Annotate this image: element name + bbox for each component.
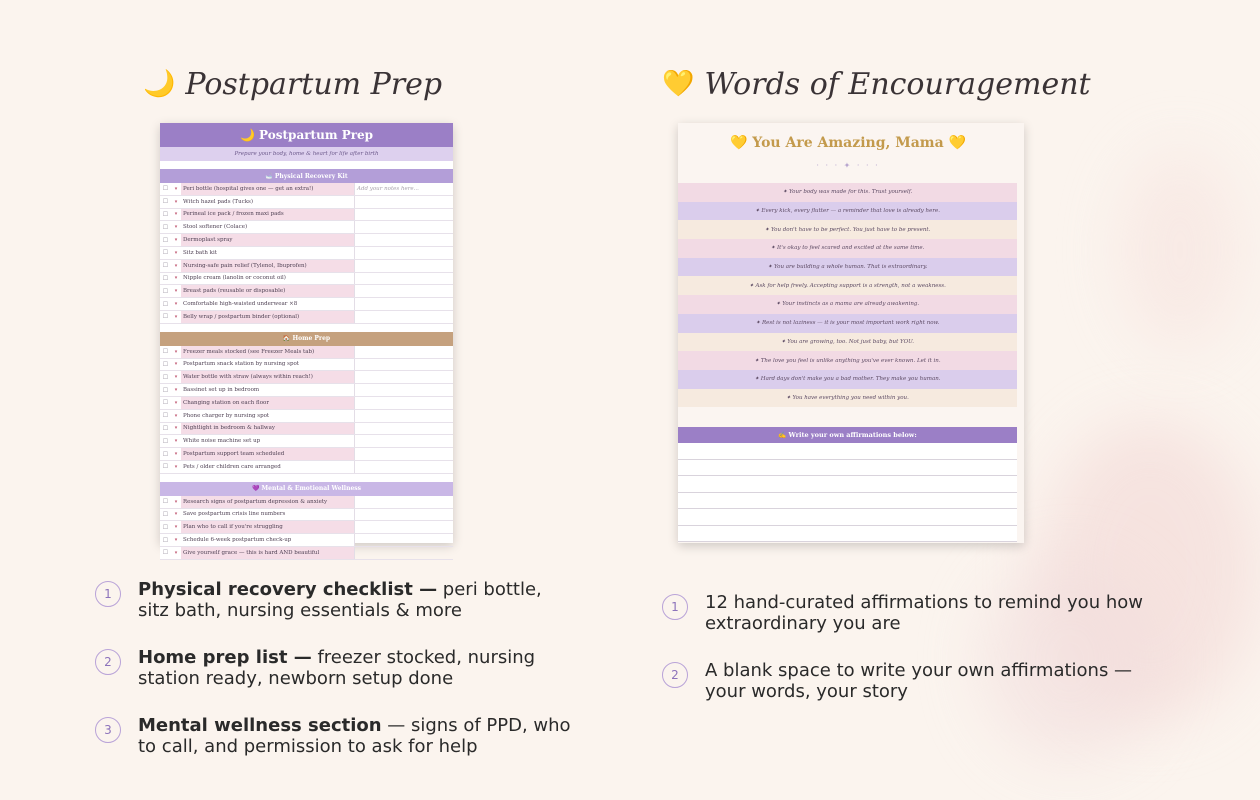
checklist-item-label: Nightlight in bedroom & hallway xyxy=(181,423,354,435)
checklist-item-label: Pets / older children care arranged xyxy=(181,461,354,473)
heading-text: Postpartum Prep xyxy=(185,66,443,102)
checklist-row xyxy=(160,397,453,410)
dropdown-arrow-icon[interactable]: ▾ xyxy=(171,371,181,383)
write-own-lines xyxy=(678,443,1017,542)
affirmation-row: ✦ You are building a whole human. That is extraordinary. xyxy=(678,258,1017,277)
right-feature-list xyxy=(662,592,1162,728)
blank-line[interactable] xyxy=(678,526,1017,543)
feature-bullet xyxy=(95,579,575,621)
blank-line[interactable] xyxy=(678,460,1017,477)
notes-cell[interactable] xyxy=(354,509,453,521)
checklist-row xyxy=(160,521,453,534)
checklist-item-label: Dermoplast spray xyxy=(181,234,354,246)
checkbox[interactable]: ☐ xyxy=(160,423,171,435)
checklist-row xyxy=(160,359,453,372)
notes-cell[interactable] xyxy=(354,423,453,435)
checklist-item-label: Save postpartum crisis line numbers xyxy=(181,509,354,521)
checklist-row xyxy=(160,311,453,324)
affirmation-row: ✦ Your instincts as a mama are already awakening. xyxy=(678,295,1017,314)
heading-text: Words of Encouragement xyxy=(704,66,1091,102)
checklist-row xyxy=(160,448,453,461)
checklist-item-label: Peri bottle (hospital gives one — get an extra!) xyxy=(181,183,354,195)
feature-detail: peri bottle, sitz bath, nursing essentials & more xyxy=(138,579,542,621)
dropdown-arrow-icon[interactable]: ▾ xyxy=(171,209,181,221)
feature-detail: — signs of PPD, who to call, and permission to ask for help xyxy=(138,715,571,757)
section-header-phys: 🛁 Physical Recovery Kit xyxy=(160,169,453,183)
dropdown-arrow-icon[interactable]: ▾ xyxy=(171,234,181,246)
section-header-home: 🏠 Home Prep xyxy=(160,332,453,346)
checkbox[interactable]: ☐ xyxy=(160,448,171,460)
dropdown-arrow-icon[interactable]: ▾ xyxy=(171,448,181,460)
blank-line[interactable] xyxy=(678,476,1017,493)
feature-title: Mental wellness section xyxy=(138,715,382,736)
checklist-sheet xyxy=(160,123,453,557)
feature-text xyxy=(138,647,575,689)
checklist-row xyxy=(160,247,453,260)
left-feature-list xyxy=(95,579,575,783)
affirmation-row: ✦ You don't have to be perfect. You just have to be present. xyxy=(678,220,1017,239)
checklist-item-label: Plan who to call if you're struggling xyxy=(181,521,354,533)
checklist-item-label: Sitz bath kit xyxy=(181,247,354,259)
dropdown-arrow-icon[interactable]: ▾ xyxy=(171,221,181,233)
notes-cell[interactable]: Add your notes here... xyxy=(354,183,453,195)
dropdown-arrow-icon[interactable]: ▾ xyxy=(171,384,181,396)
notes-cell[interactable] xyxy=(354,397,453,409)
checklist-row xyxy=(160,496,453,509)
checklist-sections xyxy=(160,169,453,560)
checklist-row xyxy=(160,509,453,522)
checklist-row xyxy=(160,384,453,397)
affirmation-row: ✦ Every kick, every flutter — a reminder that love is already here. xyxy=(678,202,1017,221)
checklist-item-label: Changing station on each floor xyxy=(181,397,354,409)
notes-cell[interactable] xyxy=(354,298,453,310)
notes-cell[interactable] xyxy=(354,521,453,533)
dropdown-arrow-icon[interactable]: ▾ xyxy=(171,496,181,508)
dropdown-arrow-icon[interactable]: ▾ xyxy=(171,260,181,272)
notes-cell[interactable] xyxy=(354,234,453,246)
feature-bullet xyxy=(95,715,575,757)
notes-cell[interactable] xyxy=(354,196,453,208)
checklist-item-label: Bassinet set up in bedroom xyxy=(181,384,354,396)
checklist-item-label: Postpartum support team scheduled xyxy=(181,448,354,460)
checklist-row xyxy=(160,221,453,234)
notes-cell[interactable] xyxy=(354,260,453,272)
postpartum-prep-heading xyxy=(143,62,442,106)
dropdown-arrow-icon[interactable]: ▾ xyxy=(171,547,181,559)
dropdown-arrow-icon[interactable]: ▾ xyxy=(171,196,181,208)
checklist-item-label: Freezer meals stocked (see Freezer Meals tab) xyxy=(181,346,354,358)
notes-cell[interactable] xyxy=(354,384,453,396)
notes-cell[interactable] xyxy=(354,410,453,422)
checklist-row xyxy=(160,435,453,448)
checklist-item-label: White noise machine set up xyxy=(181,435,354,447)
checkbox[interactable]: ☐ xyxy=(160,247,171,259)
checkbox[interactable]: ☐ xyxy=(160,461,171,473)
notes-cell[interactable] xyxy=(354,461,453,473)
blank-line[interactable] xyxy=(678,443,1017,460)
number-badge: 1 xyxy=(95,581,121,607)
notes-cell[interactable] xyxy=(354,496,453,508)
checkbox[interactable]: ☐ xyxy=(160,496,171,508)
dropdown-arrow-icon[interactable]: ▾ xyxy=(171,359,181,371)
checkbox[interactable]: ☐ xyxy=(160,397,171,409)
feature-title: Home prep list — xyxy=(138,647,312,668)
checkbox[interactable]: ☐ xyxy=(160,311,171,323)
checklist-item-label: Breast pads (reusable or disposable) xyxy=(181,285,354,297)
feature-text: A blank space to write your own affirmations — your words, your story xyxy=(705,660,1133,702)
checklist-item-label: Nursing-safe pain relief (Tylenol, Ibuprofen) xyxy=(181,260,354,272)
blank-line[interactable] xyxy=(678,493,1017,510)
feature-text xyxy=(138,579,575,621)
checkbox[interactable]: ☐ xyxy=(160,534,171,546)
affirmation-list xyxy=(678,183,1017,407)
dropdown-arrow-icon[interactable]: ▾ xyxy=(171,346,181,358)
checklist-item-label: Schedule 6-week postpartum check-up xyxy=(181,534,354,546)
checkbox[interactable]: ☐ xyxy=(160,183,171,195)
checklist-row xyxy=(160,298,453,311)
feature-text xyxy=(138,715,575,757)
checkbox[interactable]: ☐ xyxy=(160,384,171,396)
dropdown-arrow-icon[interactable]: ▾ xyxy=(171,435,181,447)
checklist-item-label: Witch hazel pads (Tucks) xyxy=(181,196,354,208)
checkbox[interactable]: ☐ xyxy=(160,285,171,297)
section-header-mental: 💜 Mental & Emotional Wellness xyxy=(160,482,453,496)
checkbox[interactable]: ☐ xyxy=(160,196,171,208)
checkbox[interactable]: ☐ xyxy=(160,209,171,221)
number-badge: 2 xyxy=(662,662,688,688)
checklist-row xyxy=(160,183,453,196)
checklist-row xyxy=(160,410,453,423)
dropdown-arrow-icon[interactable]: ▾ xyxy=(171,311,181,323)
dropdown-arrow-icon[interactable]: ▾ xyxy=(171,183,181,195)
feature-title: Physical recovery checklist — xyxy=(138,579,438,600)
checklist-item-label: Research signs of postpartum depression & anxiety xyxy=(181,496,354,508)
checklist-row xyxy=(160,234,453,247)
checkbox[interactable]: ☐ xyxy=(160,509,171,521)
notes-cell[interactable] xyxy=(354,285,453,297)
checklist-item-label: Water bottle with straw (always within reach!) xyxy=(181,371,354,383)
dropdown-arrow-icon[interactable]: ▾ xyxy=(171,461,181,473)
checkbox[interactable]: ☐ xyxy=(160,371,171,383)
feature-bullet xyxy=(662,592,1162,634)
affirmation-row: ✦ Your body was made for this. Trust yourself. xyxy=(678,183,1017,202)
notes-cell[interactable] xyxy=(354,435,453,447)
checklist-item-label: Comfortable high-waisted underwear ×8 xyxy=(181,298,354,310)
encouragement-heading xyxy=(662,62,1091,106)
sheet-title: 🌙 Postpartum Prep xyxy=(160,123,453,147)
checkbox[interactable]: ☐ xyxy=(160,521,171,533)
dropdown-arrow-icon[interactable]: ▾ xyxy=(171,410,181,422)
checklist-item-label: Give yourself grace — this is hard AND beautiful xyxy=(181,547,354,559)
dropdown-arrow-icon[interactable]: ▾ xyxy=(171,521,181,533)
notes-cell[interactable] xyxy=(354,209,453,221)
notes-cell[interactable] xyxy=(354,311,453,323)
checklist-row xyxy=(160,209,453,222)
dropdown-arrow-icon[interactable]: ▾ xyxy=(171,397,181,409)
affirmation-row: ✦ You are growing, too. Not just baby, but YOU. xyxy=(678,333,1017,352)
checklist-row xyxy=(160,423,453,436)
checklist-row xyxy=(160,547,453,560)
notes-cell[interactable] xyxy=(354,547,453,559)
notes-cell[interactable] xyxy=(354,448,453,460)
notes-cell[interactable] xyxy=(354,247,453,259)
checklist-row xyxy=(160,534,453,547)
notes-cell[interactable] xyxy=(354,534,453,546)
background-blob xyxy=(1120,150,1240,350)
affirmation-row: ✦ Ask for help freely. Accepting support is a strength, not a weakness. xyxy=(678,276,1017,295)
feature-bullet xyxy=(95,647,575,689)
notes-cell[interactable] xyxy=(354,346,453,358)
checklist-row xyxy=(160,196,453,209)
affirmations-sheet xyxy=(678,123,1024,543)
notes-cell[interactable] xyxy=(354,371,453,383)
checkbox[interactable]: ☐ xyxy=(160,435,171,447)
affirmation-row: ✦ Rest is not laziness — it is your most important work right now. xyxy=(678,314,1017,333)
checklist-item-label: Phone charger by nursing spot xyxy=(181,410,354,422)
feature-detail: freezer stocked, nursing station ready, newborn setup done xyxy=(138,647,536,689)
notes-cell[interactable] xyxy=(354,221,453,233)
notes-cell[interactable] xyxy=(354,359,453,371)
affirmation-row: ✦ Hard days don't make you a bad mother. They make you human. xyxy=(678,370,1017,389)
blank-line[interactable] xyxy=(678,509,1017,526)
checklist-row xyxy=(160,273,453,286)
checkbox[interactable]: ☐ xyxy=(160,298,171,310)
sheet-subtitle: Prepare your body, home & heart for life after birth xyxy=(160,147,453,161)
checkbox[interactable]: ☐ xyxy=(160,359,171,371)
number-badge: 1 xyxy=(662,594,688,620)
dropdown-arrow-icon[interactable]: ▾ xyxy=(171,423,181,435)
dropdown-arrow-icon[interactable]: ▾ xyxy=(171,534,181,546)
affirmation-row: ✦ You have everything you need within you. xyxy=(678,389,1017,408)
checklist-row xyxy=(160,461,453,474)
dropdown-arrow-icon[interactable]: ▾ xyxy=(171,298,181,310)
checklist-row xyxy=(160,260,453,273)
checklist-item-label: Belly wrap / postpartum binder (optional) xyxy=(181,311,354,323)
checkbox[interactable]: ☐ xyxy=(160,346,171,358)
checklist-item-label: Nipple cream (lanolin or coconut oil) xyxy=(181,273,354,285)
checklist-row xyxy=(160,346,453,359)
checkbox[interactable]: ☐ xyxy=(160,221,171,233)
affirmation-row: ✦ It's okay to feel scared and excited at the same time. xyxy=(678,239,1017,258)
feature-bullet xyxy=(662,660,1162,702)
heart-icon: 💛 xyxy=(662,69,695,99)
feature-text: 12 hand-curated affirmations to remind you how extraordinary you are xyxy=(705,592,1143,634)
notes-cell[interactable] xyxy=(354,273,453,285)
checklist-item-label: Perineal ice pack / frozen maxi pads xyxy=(181,209,354,221)
dropdown-arrow-icon[interactable]: ▾ xyxy=(171,509,181,521)
number-badge: 2 xyxy=(95,649,121,675)
dropdown-arrow-icon[interactable]: ▾ xyxy=(171,247,181,259)
affirmations-title: 💛 You Are Amazing, Mama 💛 xyxy=(730,135,966,151)
checkbox[interactable]: ☐ xyxy=(160,260,171,272)
dropdown-arrow-icon[interactable]: ▾ xyxy=(171,285,181,297)
checklist-row xyxy=(160,285,453,298)
checklist-item-label: Postpartum snack station by nursing spot xyxy=(181,359,354,371)
checkbox[interactable]: ☐ xyxy=(160,234,171,246)
dropdown-arrow-icon[interactable]: ▾ xyxy=(171,273,181,285)
decorative-divider: · · · ✦ · · · xyxy=(816,161,880,170)
moon-icon: 🌙 xyxy=(143,69,176,99)
write-own-heading: ✍ Write your own affirmations below: xyxy=(678,427,1017,443)
checklist-item-label: Stool softener (Colace) xyxy=(181,221,354,233)
number-badge: 3 xyxy=(95,717,121,743)
checkbox[interactable]: ☐ xyxy=(160,410,171,422)
affirmation-row: ✦ The love you feel is unlike anything you've ever known. Let it in. xyxy=(678,351,1017,370)
checklist-row xyxy=(160,371,453,384)
checkbox[interactable]: ☐ xyxy=(160,547,171,559)
checkbox[interactable]: ☐ xyxy=(160,273,171,285)
